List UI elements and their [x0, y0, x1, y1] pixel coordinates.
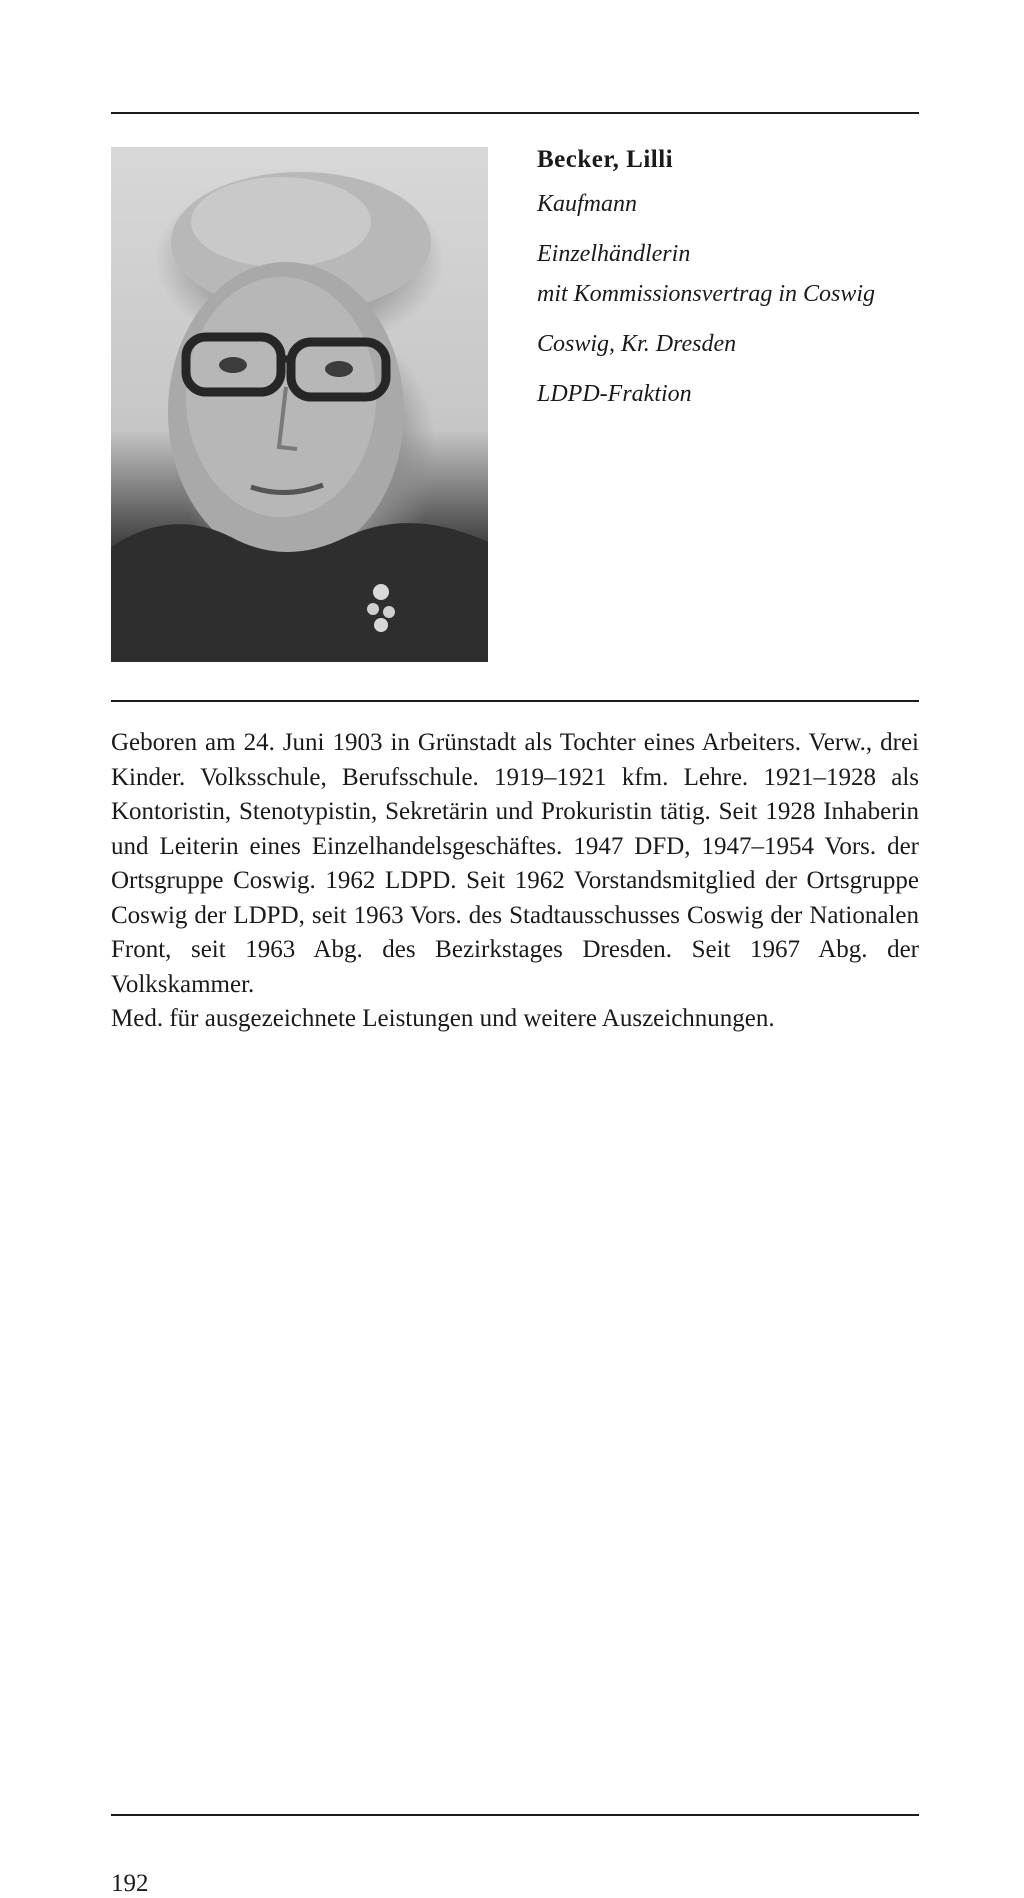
- person-name: Becker, Lilli: [537, 146, 674, 173]
- profession: Kaufmann: [537, 191, 638, 217]
- portrait-photo-icon: [111, 147, 488, 662]
- page-number: 192: [111, 1870, 149, 1897]
- biography: [111, 726, 919, 1037]
- entry-header: [537, 142, 927, 414]
- biography-paragraph-1: Geboren am 24. Juni 1903 in Grünstadt als Tochter eines Arbeiters. Verw., drei Kinder. Volksschule, Berufsschule. 1919–1921 kfm. Lehre. 1921–1928 als Kontoristin, Stenotypistin, Sekretärin und Prokuristin tätig. Seit 1928 Inhaberin und Leiterin eines Einzelhandelsgeschäftes. 1947 DFD, 1947–1954 Vors. der Ortsgruppe Coswig. 1962 LDPD. Seit 1962 Vorstandsmitglied der Ortsgruppe Coswig der LDPD, seit 1963 Vors. des Stadtausschusses Coswig der Nationalen Front, seit 1963 Abg. des Bezirkstages Dresden. Seit 1967 Abg. der Volkskammer.: [111, 729, 919, 998]
- occupation-line-2: mit Kommissionsvertrag in Coswig: [537, 281, 876, 307]
- location: Coswig, Kr. Dresden: [537, 331, 737, 357]
- occupation-line-1: Einzelhändlerin: [537, 241, 691, 267]
- top-rule: [111, 112, 919, 114]
- middle-rule: [111, 700, 919, 702]
- bottom-rule: [111, 1814, 919, 1816]
- faction: LDPD-Fraktion: [537, 381, 692, 407]
- biography-paragraph-2: Med. für ausgezeichnete Leistungen und weitere Auszeichnungen.: [111, 1005, 775, 1032]
- portrait-photo: [111, 147, 488, 662]
